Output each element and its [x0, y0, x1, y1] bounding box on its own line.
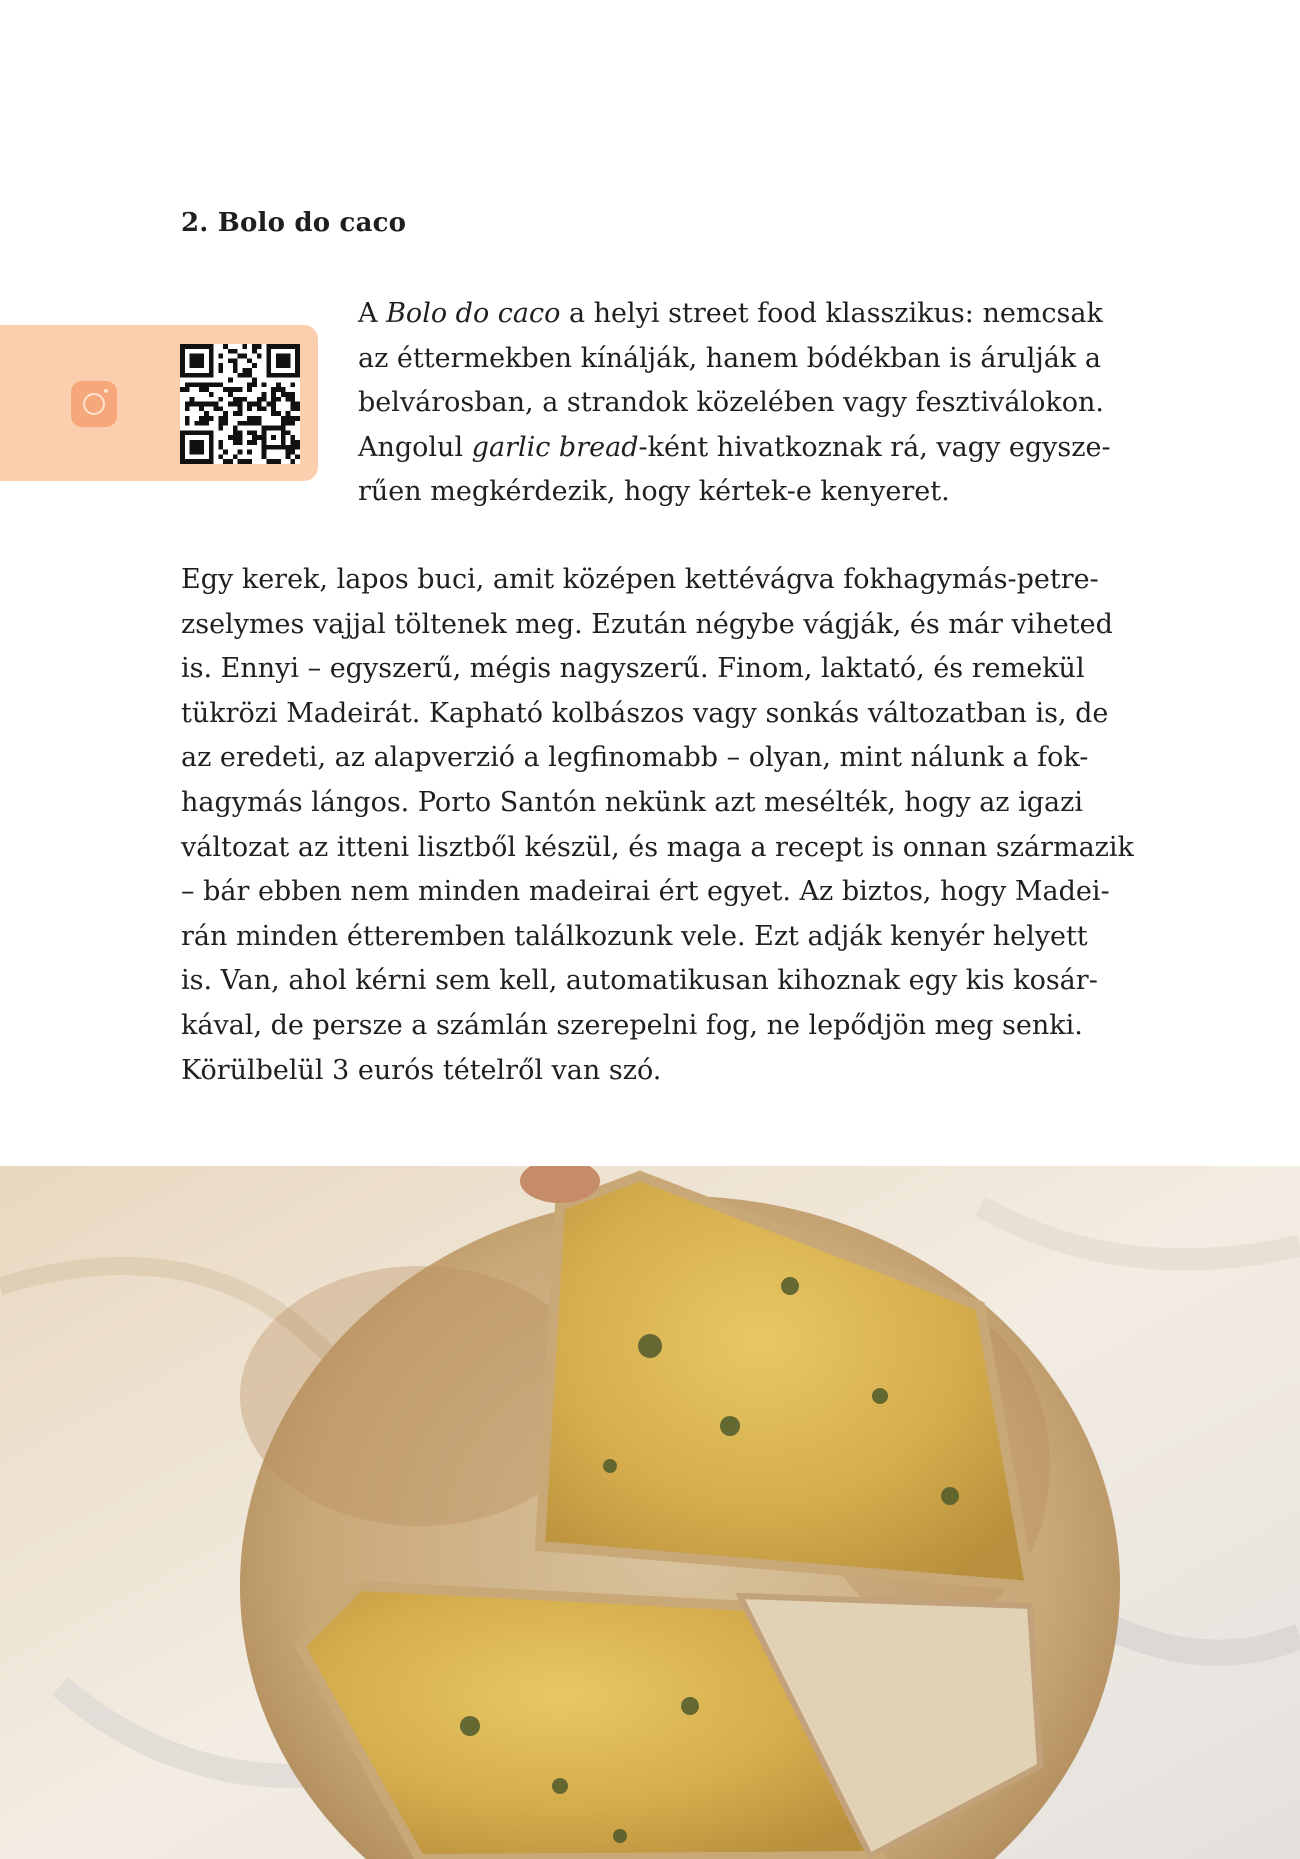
instagram-lens	[83, 393, 105, 415]
text-line: tükrözi Madeirát. Kapható kolbászos vagy sonkás változatban is, de	[181, 697, 1109, 729]
qr-code[interactable]	[180, 344, 300, 464]
italic-term: Bolo do caco	[386, 298, 561, 329]
text-line: Egy kerek, lapos buci, amit középen kettévágva fokhagymás-petre-	[181, 564, 1099, 595]
text-line: belvárosban, a strandok közelében vagy fesztiválokon.	[358, 387, 1104, 419]
text-line: az eredeti, az alapverzió a legfinomabb – olyan, mint nálunk a fok-	[181, 742, 1089, 774]
text-line: Angolul garlic bread-ként hivatkoznak rá, vagy egysze-	[358, 431, 1111, 463]
text-line: A Bolo do caco a helyi street food klasszikus: nemcsak	[358, 298, 1103, 329]
text-line: rűen megkérdezik, hogy kértek-e kenyeret.	[358, 476, 950, 508]
text-line: hagymás lángos. Porto Santón nekünk azt mesélték, hogy az igazi	[181, 786, 1083, 818]
section-heading: 2. Bolo do caco	[181, 208, 407, 238]
bolo-do-caco-bread-photo	[0, 1166, 1300, 1859]
text-line: rán minden étteremben találkozunk vele. Ezt adják kenyér helyett	[181, 920, 1088, 952]
text-line: is. Van, ahol kérni sem kell, automatikusan kihoznak egy kis kosár-	[181, 965, 1098, 997]
text-line: is. Ennyi – egyszerű, mégis nagyszerű. Finom, laktató, és remekül	[181, 653, 1085, 685]
instagram-dot	[104, 389, 108, 393]
text-line: zselymes vajjal töltenek meg. Ezután négybe vágják, és már viheted	[181, 608, 1113, 640]
italic-term: garlic bread	[471, 431, 639, 463]
intro-paragraph	[358, 292, 1111, 515]
text-line: kával, de persze a számlán szerepelni fog, ne lepődjön meg senki.	[181, 1009, 1083, 1041]
text-line: – bár ebben nem minden madeirai ért egyet. Az biztos, hogy Madei-	[181, 876, 1110, 908]
text-line: változat az itteni lisztből készül, és maga a recept is onnan származik	[181, 831, 1134, 863]
instagram-icon[interactable]	[71, 381, 117, 427]
body-paragraph	[181, 558, 1134, 1093]
text-line: Körülbelül 3 eurós tételről van szó.	[181, 1054, 662, 1086]
text-line: az éttermekben kínálják, hanem bódékban is árulják a	[358, 342, 1101, 374]
